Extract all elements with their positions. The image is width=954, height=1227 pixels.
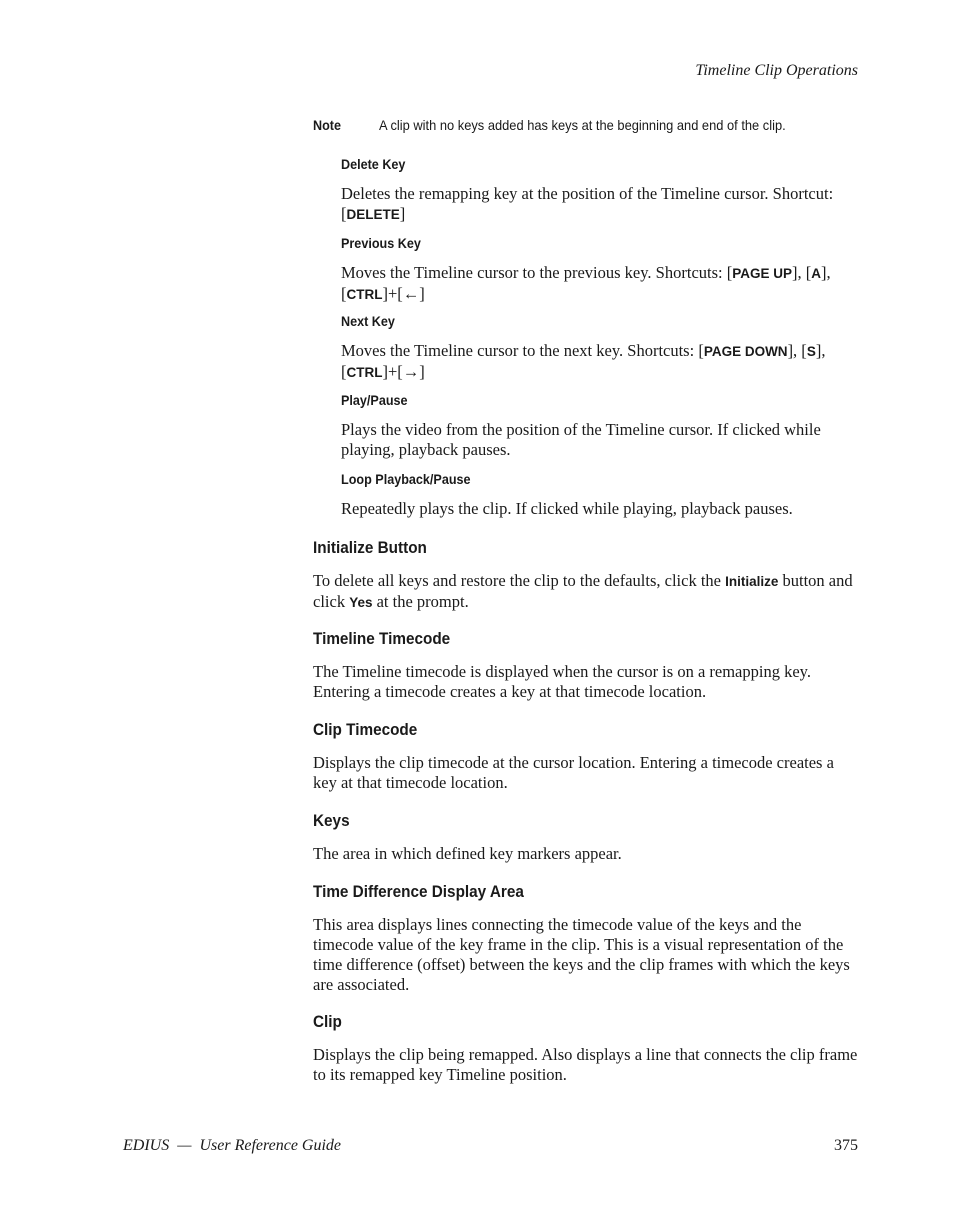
subsection-loop-playback	[341, 471, 858, 519]
keyboard-key: A	[811, 266, 821, 281]
note-block	[313, 117, 858, 133]
section-time-difference	[313, 882, 858, 995]
section-timeline-timecode	[313, 629, 858, 702]
keyboard-key: CTRL	[346, 365, 383, 380]
keyboard-key: DELETE	[346, 207, 400, 222]
note-text: A clip with no keys added has keys at the beginning and end of the clip.	[379, 117, 786, 133]
keyboard-key: CTRL	[346, 287, 383, 302]
subsection-heading: Next Key	[341, 313, 395, 329]
subsection-body: Repeatedly plays the clip. If clicked while playing, playback pauses.	[341, 499, 793, 518]
section-heading: Clip	[313, 1012, 342, 1031]
keyboard-key: PAGE DOWN	[703, 344, 788, 359]
section-initialize-button	[313, 538, 858, 613]
section-heading: Timeline Timecode	[313, 629, 451, 648]
subsection-previous-key	[341, 235, 858, 305]
section-clip	[313, 1012, 858, 1085]
ui-label-yes: Yes	[349, 595, 373, 610]
keyboard-key: PAGE UP	[732, 266, 792, 281]
section-keys	[313, 811, 858, 864]
subsection-delete-key	[341, 156, 858, 225]
subsection-play-pause	[341, 392, 858, 460]
section-heading: Initialize Button	[313, 538, 427, 557]
section-body: The area in which defined key markers appear.	[313, 844, 622, 863]
section-body: To delete all keys and restore the clip to the defaults, click the Initialize button and click Yes at the prompt.	[313, 571, 853, 611]
section-heading: Time Difference Display Area	[313, 882, 524, 901]
section-heading: Clip Timecode	[313, 720, 418, 739]
subsection-heading: Previous Key	[341, 235, 421, 251]
subsection-heading: Loop Playback/Pause	[341, 471, 471, 487]
subsection-heading: Delete Key	[341, 156, 406, 172]
section-body: The Timeline timecode is displayed when the cursor is on a remapping key. Entering a timecode creates a key at that timecode location.	[313, 662, 811, 701]
ui-label-initialize: Initialize	[725, 574, 779, 589]
subsection-heading: Play/Pause	[341, 392, 408, 408]
subsection-next-key	[341, 313, 858, 383]
page-number: 375	[834, 1137, 858, 1154]
section-body: This area displays lines connecting the timecode value of the keys and the timecode value of the key frame in the clip. This is a visual representation of the time difference (offset) between the keys and the clip frames with which the keys are associated.	[313, 915, 850, 994]
subsection-body: Moves the Timeline cursor to the next key. Shortcuts: [PAGE DOWN], [S], [CTRL]+[→]	[341, 341, 826, 381]
note-label: Note	[313, 117, 342, 133]
arrow-right-icon: →	[402, 362, 420, 381]
section-clip-timecode	[313, 720, 858, 793]
running-header: Timeline Clip Operations	[695, 62, 858, 79]
subsection-body: Plays the video from the position of the Timeline cursor. If clicked while playing, playback pauses.	[341, 420, 821, 459]
subsection-body: Moves the Timeline cursor to the previous key. Shortcuts: [PAGE UP], [A], [CTRL]+[←]	[341, 263, 831, 303]
keyboard-key: S	[806, 344, 816, 359]
section-body: Displays the clip timecode at the cursor location. Entering a timecode creates a key at that timecode location.	[313, 753, 834, 792]
footer-title: EDIUS — User Reference Guide	[123, 1137, 342, 1154]
section-body: Displays the clip being remapped. Also displays a line that connects the clip frame to its remapped key Timeline position.	[313, 1045, 858, 1084]
section-heading: Keys	[313, 811, 350, 830]
subsection-body: Deletes the remapping key at the position of the Timeline cursor. Shortcut: [DELETE]	[341, 184, 834, 223]
arrow-left-icon: ←	[402, 284, 420, 303]
